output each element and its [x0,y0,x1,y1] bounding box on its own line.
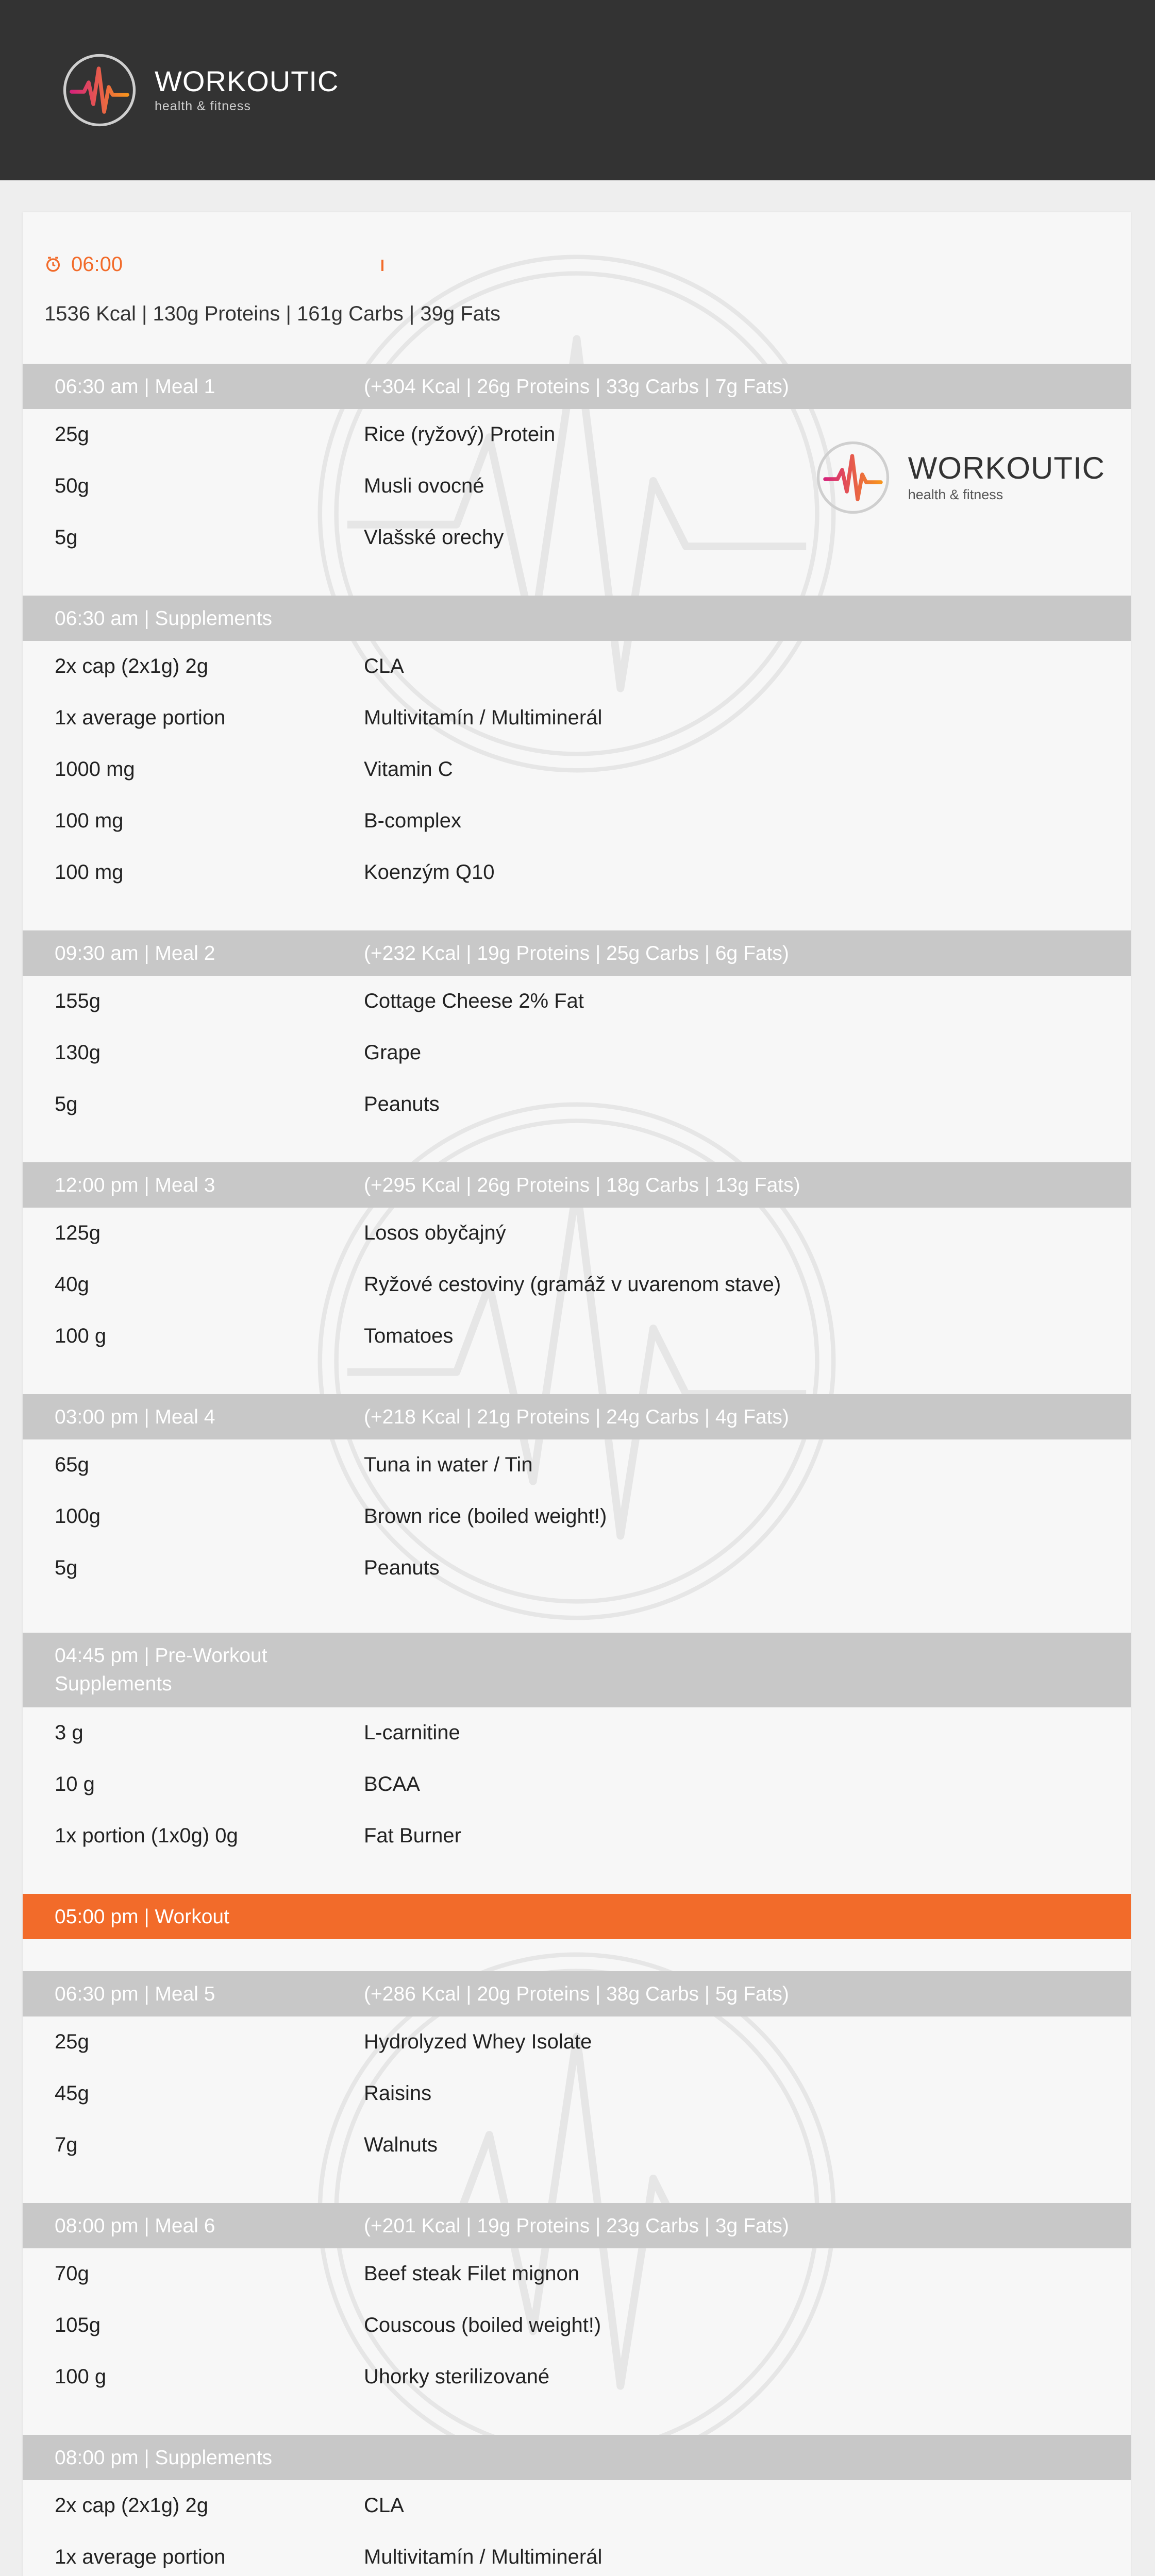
item-quantity: 7g [55,2133,78,2156]
item-name: Hydrolyzed Whey Isolate [364,2030,592,2053]
item-name: Tomatoes [364,1325,454,1347]
item-quantity: 40g [55,1273,89,1296]
item-name: Uhorky sterilizované [364,2365,550,2388]
supplement-item [23,744,1131,795]
item-quantity: 5g [55,1556,78,1579]
food-item [23,1491,1131,1543]
food-item [23,1079,1131,1130]
item-name: Raisins [364,2082,432,2105]
item-name: BCAA [364,1773,420,1795]
item-quantity: 100g [55,1505,101,1528]
item-name: CLA [364,655,404,677]
food-item [23,1259,1131,1311]
clock-icon [44,256,62,273]
header-brand-text [155,65,339,115]
meal-plan-card [23,212,1131,2576]
item-name: Rice (ryžový) Protein [364,423,556,446]
food-item [23,2120,1131,2171]
supplement-item [23,1707,1131,1759]
section-title: 04:45 pm | Pre-Workout Supplements [55,1645,267,1695]
item-quantity: 1x average portion [55,706,226,729]
item-quantity: 100 g [55,1325,107,1347]
supplement-item [23,795,1131,847]
section-macros: (+201 Kcal | 19g Proteins | 23g Carbs | 3g Fats) [364,2215,789,2237]
supplement-item [23,692,1131,744]
item-quantity: 155g [55,990,101,1012]
section-header-meal-6 [23,2203,1131,2248]
section-header-supplements-morning [23,596,1131,641]
item-quantity: 45g [55,2082,89,2105]
item-quantity: 1000 mg [55,758,135,781]
item-name: Grape [364,1041,422,1064]
food-item [23,409,1131,461]
section-title: 06:30 pm | Meal 5 [55,1983,215,2005]
item-quantity: 10 g [55,1773,95,1795]
plan-time-value: 06:00 [71,253,123,276]
item-quantity: 25g [55,2030,89,2053]
food-item [23,2351,1131,2403]
item-name: Vitamin C [364,758,453,781]
section-title: 09:30 am | Meal 2 [55,942,215,964]
supplement-item [23,1810,1131,1862]
brand-name: WORKOUTIC [908,451,1105,485]
item-name: Couscous (boiled weight!) [364,2314,601,2336]
item-quantity: 5g [55,526,78,549]
section-macros: (+295 Kcal | 26g Proteins | 18g Carbs | 13g Fats) [364,1174,800,1196]
section-title: 03:00 pm | Meal 4 [55,1406,215,1428]
section-macros: (+304 Kcal | 26g Proteins | 33g Carbs | 7g Fats) [364,376,789,398]
item-name: Multivitamín / Multiminerál [364,706,602,729]
food-item [23,2300,1131,2351]
supplement-item [23,2532,1131,2576]
item-name: Losos obyčajný [364,1222,506,1244]
item-quantity: 3 g [55,1721,83,1744]
brand-tagline: health & fitness [155,99,251,113]
item-name: Peanuts [364,1556,440,1579]
section-header-supplements-evening [23,2435,1131,2480]
food-item [23,1027,1131,1079]
item-name: Peanuts [364,1093,440,1115]
section-macros: (+218 Kcal | 21g Proteins | 24g Carbs | 4g Fats) [364,1406,789,1428]
food-item [23,2068,1131,2120]
food-item [23,461,1131,512]
item-name: CLA [364,2494,404,2517]
header-separator [381,260,383,271]
section-title: 05:00 pm | Workout [55,1906,229,1928]
section-title: 06:30 am | Meal 1 [55,376,215,398]
item-quantity: 1x portion (1x0g) 0g [55,1824,238,1847]
item-name: Vlašské orechy [364,526,504,549]
food-item [23,1208,1131,1259]
section-header-meal-3 [23,1162,1131,1208]
section-header-workout [23,1894,1131,1939]
section-macros: (+286 Kcal | 20g Proteins | 38g Carbs | 5g Fats) [364,1983,789,2005]
item-quantity: 65g [55,1453,89,1476]
food-item [23,512,1131,564]
item-quantity: 100 mg [55,809,124,832]
brand-tagline: health & fitness [908,487,1003,502]
food-item [23,1543,1131,1594]
supplement-item [23,847,1131,899]
section-title: 08:00 pm | Meal 6 [55,2215,215,2237]
section-header-meal-4 [23,1394,1131,1439]
item-name: Beef steak Filet mignon [364,2262,579,2285]
food-item [23,2016,1131,2068]
plan-time [44,252,123,277]
item-quantity: 70g [55,2262,89,2285]
item-name: Koenzým Q10 [364,861,495,884]
section-title: 12:00 pm | Meal 3 [55,1174,215,1196]
item-name: Fat Burner [364,1824,461,1847]
item-quantity: 125g [55,1222,101,1244]
item-name: Musli ovocné [364,474,484,497]
item-name: Multivitamín / Multiminerál [364,2546,602,2568]
item-quantity: 1x average portion [55,2546,226,2568]
food-item [23,1439,1131,1491]
item-quantity: 2x cap (2x1g) 2g [55,2494,208,2517]
food-item [23,976,1131,1027]
item-quantity: 100 mg [55,861,124,884]
supplement-item [23,2480,1131,2532]
supplement-item [23,1759,1131,1810]
item-name: Ryžové cestoviny (gramáž v uvarenom stave) [364,1273,781,1296]
section-header-meal-5 [23,1971,1131,2016]
section-title: 06:30 am | Supplements [55,607,273,630]
item-quantity: 2x cap (2x1g) 2g [55,655,208,677]
item-name: Walnuts [364,2133,438,2156]
item-quantity: 5g [55,1093,78,1115]
item-quantity: 100 g [55,2365,107,2388]
daily-summary: 1536 Kcal | 130g Proteins | 161g Carbs | 39g Fats [44,302,501,325]
item-quantity: 50g [55,474,89,497]
brand-name: WORKOUTIC [155,65,339,97]
supplement-item [23,641,1131,692]
site-header [0,0,1155,180]
item-name: L-carnitine [364,1721,460,1744]
section-macros: (+232 Kcal | 19g Proteins | 25g Carbs | 6g Fats) [364,942,789,964]
section-title: 08:00 pm | Supplements [55,2447,273,2469]
food-item [23,1311,1131,1362]
section-header-meal-1 [23,364,1131,409]
item-quantity: 25g [55,423,89,446]
item-quantity: 105g [55,2314,101,2336]
heartbeat-logo-icon [61,52,138,129]
header-logo[interactable] [61,52,339,129]
item-name: Brown rice (boiled weight!) [364,1505,607,1528]
section-header-pre-workout [23,1633,1131,1707]
item-name: B-complex [364,809,461,832]
item-name: Tuna in water / Tin [364,1453,533,1476]
food-item [23,2248,1131,2300]
section-header-meal-2 [23,930,1131,976]
item-quantity: 130g [55,1041,101,1064]
item-name: Cottage Cheese 2% Fat [364,990,584,1012]
